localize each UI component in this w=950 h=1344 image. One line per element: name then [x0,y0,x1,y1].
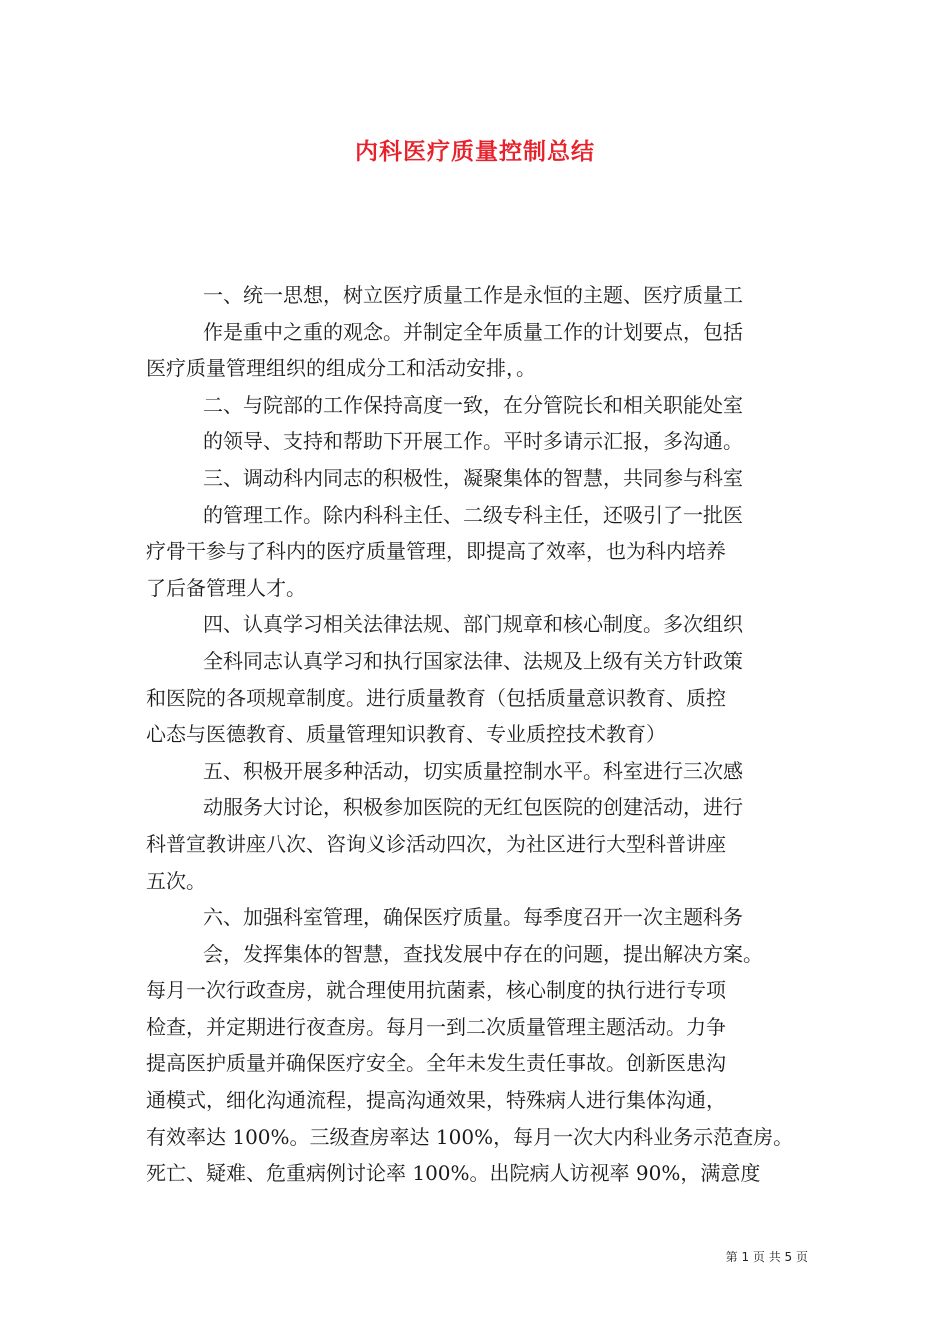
text-line: 的管理工作。除内科科主任、二级专科主任，还吸引了一批医 [203,502,743,527]
text-line: 一、统一思想，树立医疗质量工作是永恒的主题、医疗质量工 [203,283,743,307]
text-line: 四、认真学习相关法律法规、部门规章和核心制度。多次组织 [203,612,743,637]
text-line: 心态与医德教育、质量管理知识教育、专业质控技术教育） [146,722,666,747]
text-line: 作是重中之重的观念。并制定全年质量工作的计划要点，包括 [203,319,743,344]
text-line: 会，发挥集体的智慧，查找发展中存在的问题，提出解决方案。 [203,941,763,966]
text-line: 疗骨干参与了科内的医疗质量管理，即提高了效率，也为科内培养 [146,539,726,564]
page-number: 第 1 页 共 5 页 [725,1250,808,1264]
document-title: 内科医疗质量控制总结 [355,139,595,165]
text-line: 和医院的各项规章制度。进行质量教育（包括质量意识教育、质控 [146,685,726,710]
text-line: 的领导、支持和帮助下开展工作。平时多请示汇报，多沟通。 [203,429,743,454]
text-line: 二、与院部的工作保持高度一致，在分管院长和相关职能处室 [203,392,743,417]
text-line: 六、加强科室管理，确保医疗质量。每季度召开一次主题科务 [203,905,743,930]
text-line: 有效率达 100%。三级查房率达 100%，每月一次大内科业务示范查房。 [146,1124,794,1149]
text-line: 三、调动科内同志的积极性，凝聚集体的智慧，共同参与科室 [203,465,743,490]
text-line: 了后备管理人才。 [146,575,306,600]
text-line: 动服务大讨论，积极参加医院的无红包医院的创建活动，进行 [203,795,743,820]
text-line: 每月一次行政查房，就合理使用抗菌素，核心制度的执行进行专项 [146,978,726,1003]
text-line: 五次。 [146,868,206,893]
document-body [146,277,811,1192]
text-line: 科普宣教讲座八次、咨询义诊活动四次，为社区进行大型科普讲座 [146,831,726,856]
text-line: 五、积极开展多种活动，切实质量控制水平。科室进行三次感 [203,758,743,783]
text-line: 检查，并定期进行夜查房。每月一到二次质量管理主题活动。力争 [146,1014,726,1039]
text-line: 全科同志认真学习和执行国家法律、法规及上级有关方针政策 [203,648,743,673]
text-line: 医疗质量管理组织的组成分工和活动安排，。 [146,356,536,381]
text-line: 死亡、疑难、危重病例讨论率 100%。出院病人访视率 90%，满意度 [146,1161,761,1186]
text-line: 通模式，细化沟通流程，提高沟通效果，特殊病人进行集体沟通， [146,1088,726,1113]
text-line: 提高医护质量并确保医疗安全。全年未发生责任事故。创新医患沟 [146,1051,726,1076]
